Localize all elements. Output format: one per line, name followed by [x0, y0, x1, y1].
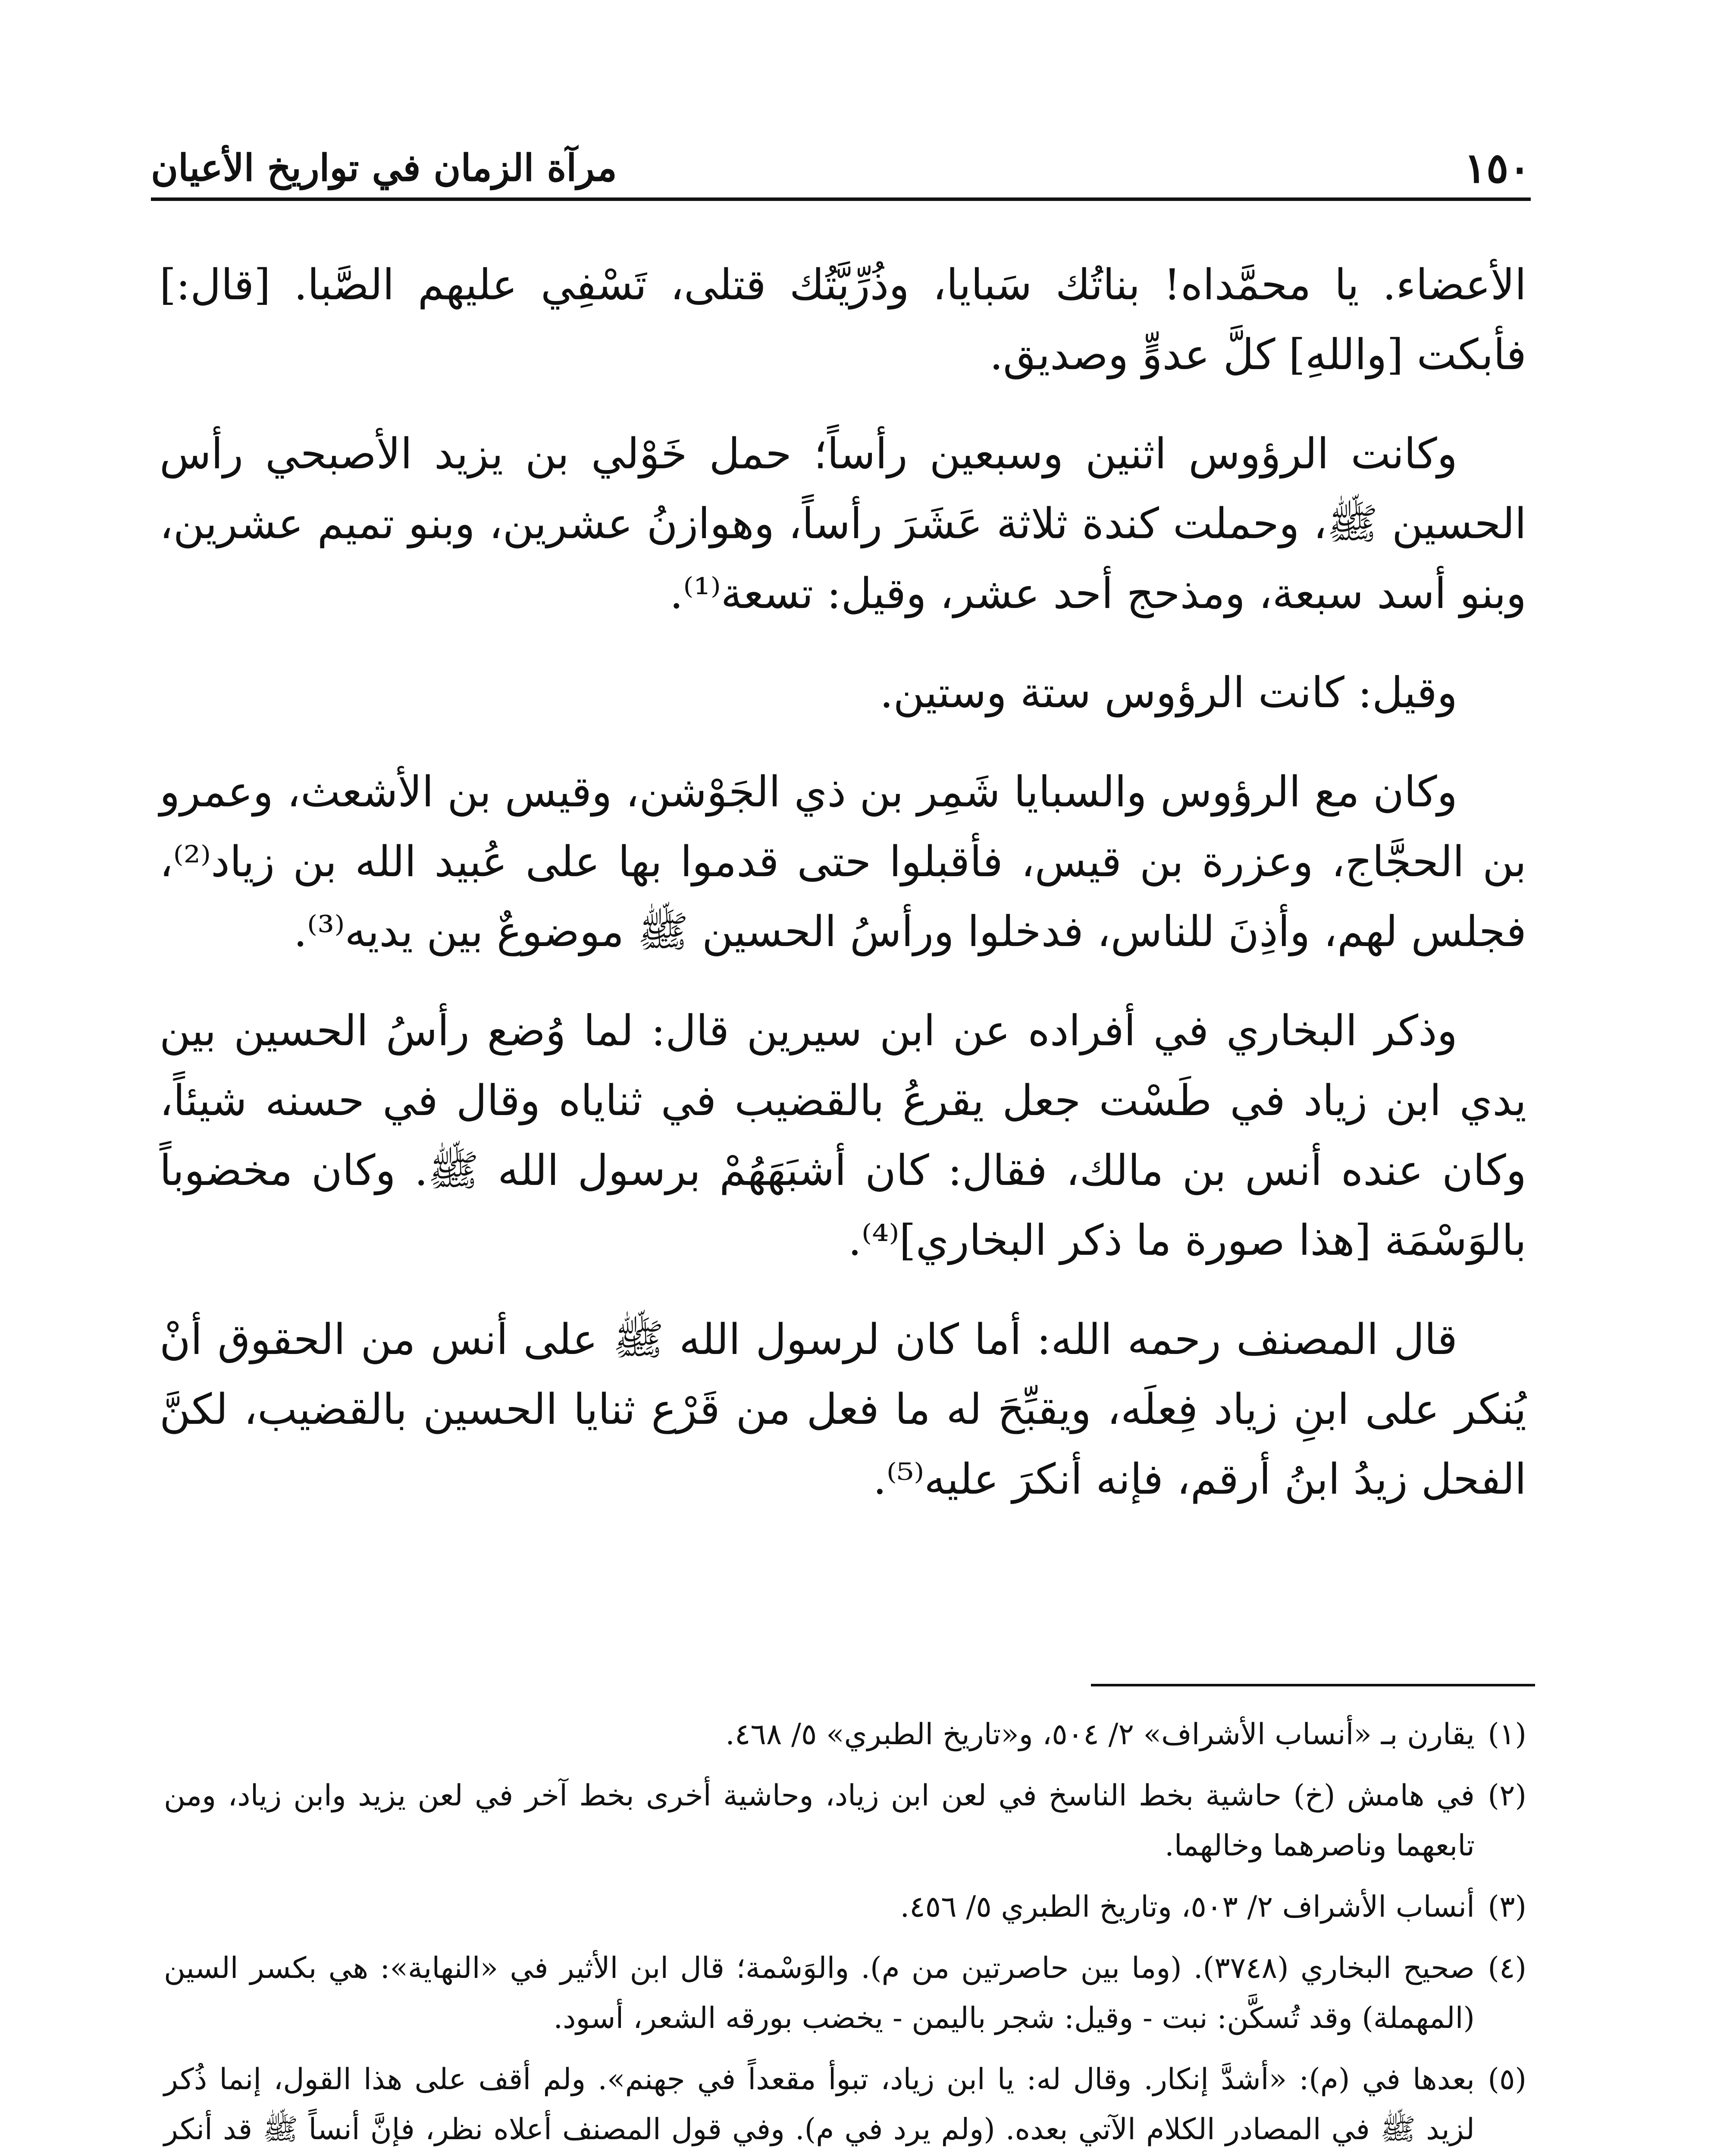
footnote [164, 1771, 1526, 1871]
footnote [164, 1943, 1526, 2043]
footnote-separator [1091, 1684, 1535, 1686]
paragraph: وكان مع الرؤوس والسبايا شَمِر بن ذي الجَوْشن، وقيس بن الأشعث، وعمرو بن الحجَّاج، وعزرة بن قيس، فأقبلوا حتى قدموا بها على عُبيد الله بن زياد⁽²⁾، فجلس لهم، وأذِنَ للناس، فدخلوا ورأسُ الحسين ﷺ موضوعٌ بين يديه⁽³⁾. [160, 768, 1526, 956]
header-rule [151, 197, 1531, 201]
footnote-number: (٣) [1488, 1890, 1526, 1924]
paragraph: الأعضاء. يا محمَّداه! بناتُك سَبايا، وذُرِّيَّتُك قتلى، تَسْفِي عليهم الصَّبا. [قال:] فأبكت [واللهِ] كلَّ عدوٍّ وصديق. [160, 260, 1526, 379]
footnote-number: (١) [1488, 1717, 1526, 1752]
footnote-text: يقارن بـ «أنساب الأشراف» ٢/ ٥٠٤، و«تاريخ الطبري» ٥/ ٤٦٨. [725, 1717, 1475, 1752]
paragraph: وكانت الرؤوس اثنين وسبعين رأساً؛ حمل خَوْلي بن يزيد الأصبحي رأس الحسين ﷺ، وحملت كندة ثلاثة عَشَرَ رأساً، وهوازنُ عشرين، وبنو تميم عشرين، وبنو أسد سبعة، ومذحج أحد عشر، وقيل: تسعة⁽¹⁾. [160, 429, 1526, 618]
paragraph: قال المصنف رحمه الله: أما كان لرسول الله ﷺ على أنس من الحقوق أنْ يُنكر على ابنِ زياد فِعلَه، ويقبِّحَ له ما فعل من قَرْع ثنايا الحسين بالقضيب، لكنَّ الفحل زيدُ ابنُ أرقم، فإنه أنكرَ عليه⁽⁵⁾. [160, 1315, 1526, 1504]
footnote-number: (٤) [1488, 1951, 1526, 1985]
footnote-text: أنساب الأشراف ٢/ ٥٠٣، وتاريخ الطبري ٥/ ٤٥٦. [900, 1890, 1475, 1924]
footnote-number: (٢) [1488, 1779, 1526, 1813]
footnote-number: (٥) [1488, 2062, 1526, 2096]
paragraph: وذكر البخاري في أفراده عن ابن سيرين قال: لما وُضع رأسُ الحسين بين يدي ابن زياد في طَسْت جعل يقرعُ بالقضيب في ثناياه وقال في حسنه شيئاً، وكان عنده أنس بن مالك، فقال: كان أشبَهَهُمْ برسول الله ﷺ. وكان مخضوباً بالوَسْمَة [هذا صورة ما ذكر البخاري]⁽⁴⁾. [160, 1006, 1526, 1265]
footnotes [164, 1710, 1526, 2156]
page-number: ١٥٠ [1464, 144, 1531, 192]
footnote-text: في هامش (خ) حاشية بخط الناسخ في لعن ابن زياد، وحاشية أخرى بخط آخر في لعن يزيد وابن زياد، ومن تابعهما وناصرهما وخالهما. [164, 1779, 1475, 1863]
footnote [164, 1710, 1526, 1760]
footnote-text: صحيح البخاري (٣٧٤٨). (وما بين حاصرتين من م). والوَسْمة؛ قال ابن الأثير في «النهاية»: هي بكسر السين (المهملة) وقد تُسكَّن: نبت - وقيل: شجر باليمن - يخضب بورقه الشعر، أسود. [164, 1951, 1475, 2035]
page-header [151, 134, 1531, 194]
main-text [160, 250, 1526, 1544]
footnote [164, 2055, 1526, 2156]
running-title: مرآة الزمان في تواريخ الأعيان [151, 146, 617, 190]
footnote [164, 1882, 1526, 1932]
footnote-text: بعدها في (م): «أشدَّ إنكار. وقال له: يا ابن زياد، تبوأ مقعداً في جهنم». ولم أقف على هذا القول، إنما ذُكر لزيد ﷺ في المصادر الكلام الآتي بعده. (ولم يرد في م). وفي قول المصنف أعلاه نظر، فإنَّ أنساً ﷺ قد أنكر [164, 2062, 1475, 2147]
paragraph: وقيل: كانت الرؤوس ستة وستين. [880, 668, 1457, 718]
